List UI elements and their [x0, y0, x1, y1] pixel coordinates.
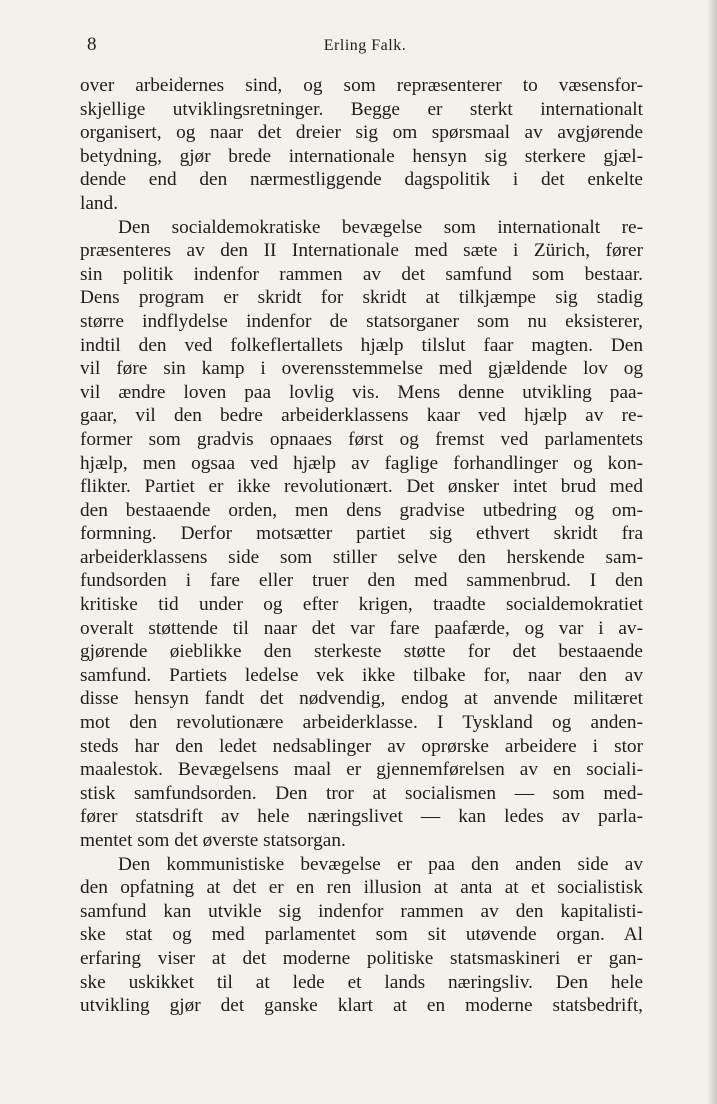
text-line: kritiske tid under og efter krigen, traadte socialdemokratiet: [80, 594, 643, 616]
text-line: flikter. Partiet er ikke revolutionært. Det ønsker intet brud med: [80, 476, 643, 498]
text-line: skjellige utviklingsretninger. Begge er sterkt internationalt: [80, 98, 643, 120]
text-line: Den socialdemokratiske bevægelse som internationalt re-: [118, 216, 643, 238]
page-edge-shadow: [707, 0, 717, 1104]
text-line: samfund kan utvikle sig indenfor rammen av den kapitalisti-: [80, 900, 643, 922]
text-line: fører statsdrift av hele næringslivet — kan ledes av parla-: [80, 806, 643, 828]
text-line: sin politik indenfor rammen av det samfund som bestaar.: [80, 263, 643, 285]
text-line: præsenteres av den II Internationale med sæte i Zürich, fører: [80, 240, 643, 262]
text-line: maalestok. Bevægelsens maal er gjennemførelsen av en sociali-: [80, 759, 643, 781]
text-line: indtil den ved folkeflertallets hjælp tilslut faar magten. Den: [80, 334, 643, 356]
text-line: formning. Derfor motsætter partiet sig ethvert skridt fra: [80, 523, 643, 545]
text-line: fundsorden i fare eller truer den med sammenbrud. I den: [80, 570, 643, 592]
text-line: land.: [80, 192, 119, 214]
running-head: Erling Falk.: [323, 37, 407, 54]
text-line: mentet som det øverste statsorgan.: [80, 830, 346, 851]
page-number: 8: [87, 34, 97, 55]
text-line: vil føre sin kamp i overensstemmelse med gjældende lov og: [80, 358, 643, 380]
page-header: [87, 34, 643, 56]
text-line: stisk samfundsorden. Den tror at socialismen — som med-: [80, 782, 643, 804]
text-line: steds har den ledet nedsablinger av oprørske arbeidere i stor: [80, 735, 643, 757]
text-line: gjørende øieblikke den sterkeste støtte for det bestaaende: [80, 641, 643, 663]
text-line: Den kommunistiske bevægelse er paa den anden side av: [118, 853, 643, 875]
body-text: [80, 74, 643, 1018]
text-line: over arbeidernes sind, og som repræsenterer to væsensfor-: [80, 75, 643, 96]
text-line: disse hensyn fandt det nødvendig, endog at anvende militæret: [80, 688, 643, 710]
text-line: arbeiderklassens side som stiller selve den herskende sam-: [80, 546, 643, 568]
text-line: ske stat og med parlamentet som sit utøvende organ. Al: [80, 924, 643, 946]
text-line: gaar, vil den bedre arbeiderklassens kaar ved hjælp av re-: [80, 405, 643, 427]
text-line: mot den revolutionære arbeiderklasse. I Tyskland og anden-: [80, 712, 643, 734]
text-line: Dens program er skridt for skridt at tilkjæmpe sig stadig: [80, 287, 643, 309]
text-line: den opfatning at det er en ren illusion at anta at et socialistisk: [80, 877, 643, 899]
text-line: dende end den nærmestliggende dagspolitik i det enkelte: [80, 169, 643, 191]
text-line: større indflydelse indenfor de statsorganer som nu eksisterer,: [80, 310, 643, 332]
text-line: utvikling gjør det ganske klart at en moderne statsbedrift,: [80, 995, 643, 1017]
text-line: hjælp, men ogsaa ved hjælp av faglige forhandlinger og kon-: [80, 452, 643, 474]
text-line: erfaring viser at det moderne politiske statsmaskineri er gan-: [80, 947, 643, 969]
text-line: vil ændre loven paa lovlig vis. Mens denne utvikling paa-: [80, 381, 643, 403]
text-line: samfund. Partiets ledelse vek ikke tilbake for, naar den av: [80, 664, 643, 686]
text-line: den bestaaende orden, men dens gradvise utbedring og om-: [80, 499, 643, 521]
text-line: organisert, og naar det dreier sig om spørsmaal av avgjørende: [80, 122, 643, 144]
text-line: former som gradvis opnaaes først og fremst ved parlamentets: [80, 428, 643, 450]
text-line: overalt støttende til naar det var fare paafærde, og var i av-: [80, 617, 643, 639]
text-line: ske uskikket til at lede et lands næringsliv. Den hele: [80, 971, 643, 993]
text-line: betydning, gjør brede internationale hensyn sig sterkere gjæl-: [80, 145, 643, 167]
